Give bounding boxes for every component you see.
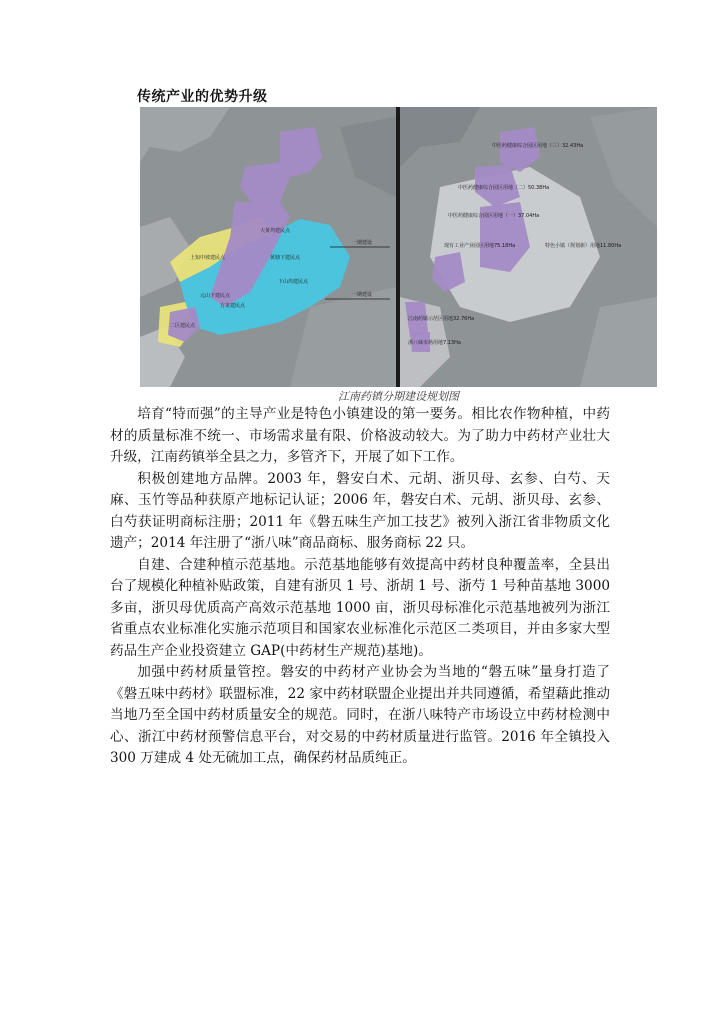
left-map-label: 黄塘下建民点 [270, 255, 301, 261]
paragraph: 积极创建地方品牌。2003 年，磐安白术、元胡、浙贝母、玄参、白芍、天麻、玉竹等品种获原产地标记认证；2006 年，磐安白术、元胡、浙贝母、玄参、白芍获证明商标注册；2011 年《磐五味生产加工技艺》被列入浙江省非物质文化遗产；2014 年注册了“浙八味”商品商标、服务商标 22 只。 [110, 470, 610, 551]
left-map-label: 一期建设 [352, 240, 373, 246]
left-map-label: 下山坞建民点 [278, 279, 309, 285]
right-map-label: 现有工业产业园区用地75.18Ha [444, 243, 516, 249]
left-map-label: 二区建民点 [170, 323, 196, 329]
left-map-label: 大黄坞建民点 [260, 228, 291, 234]
right-map-label: 江南药镇示范区用地32.76Ha [408, 316, 475, 322]
left-map [140, 107, 396, 387]
paragraph: 加强中药材质量管控。磐安的中药材产业协会为当地的“磐五味”量身打造了《磐五味中药材》联盟标准，22 家中药材联盟企业提出并共同遵循，希望藉此推动当地乃至全国中药材质量安全的规范。同时，在浙八味特产市场设立中药材检测中心、浙江中药材预警信息平台，对交易的中药材质量进行监管。2016 年全镇投入 300 万建成 4 处无硫加工点，确保药材品质纯正。 [110, 664, 610, 766]
paragraph: 自建、合建种植示范基地。示范基地能够有效提高中药材良种覆盖率，全县出台了规模化种植补贴政策，自建有浙贝 1 号、浙胡 1 号、浙芍 1 号种苗基地 3000 多亩，浙贝母优质高产高效示范基地 1000 亩，浙贝母标准化示范基地被列为浙江省重点农业标准化实施示范项目和国家农业标准化示范区二类项目，并由多家大型药品生产企业投资建立 GAP(中药材生产规范)基地)。 [110, 556, 610, 659]
right-map-label: 浙八味市场用地7.13Ha [408, 340, 461, 346]
left-map-label: 上知中坡建民点 [190, 255, 226, 261]
body-text [110, 404, 610, 770]
section-heading: 传统产业的优势升级 [137, 89, 268, 105]
left-map-label: 方龙建民点 [220, 303, 246, 309]
right-map-label: 中医药健康综合园区用地（三）32.43Ha [492, 143, 584, 149]
right-map [400, 107, 657, 387]
map-divider [396, 107, 400, 387]
planning-map-figure [140, 107, 657, 387]
figure-caption: 江南药镇分期建设规划图 [338, 390, 459, 403]
left-map-label: 元山下建民点 [200, 293, 231, 299]
paragraph: 培育“特而强”的主导产业是特色小镇建设的第一要务。相比农作物种植，中药材的质量标准不统一、市场需求量有限、价格波动较大。为了助力中药材产业壮大升级，江南药镇举全县之力，多管齐下，开展了如下工作。 [110, 406, 610, 465]
right-map-label: 中医药健康综合园区用地（二）50.38Ha [458, 185, 550, 191]
left-map-label: 一期建设 [352, 292, 373, 298]
right-map-label: 特色小镇（规划新）用地11.80Ha [545, 243, 622, 249]
right-map-label: 中医药健康综合园区用地（一）37.04Ha [448, 213, 540, 219]
